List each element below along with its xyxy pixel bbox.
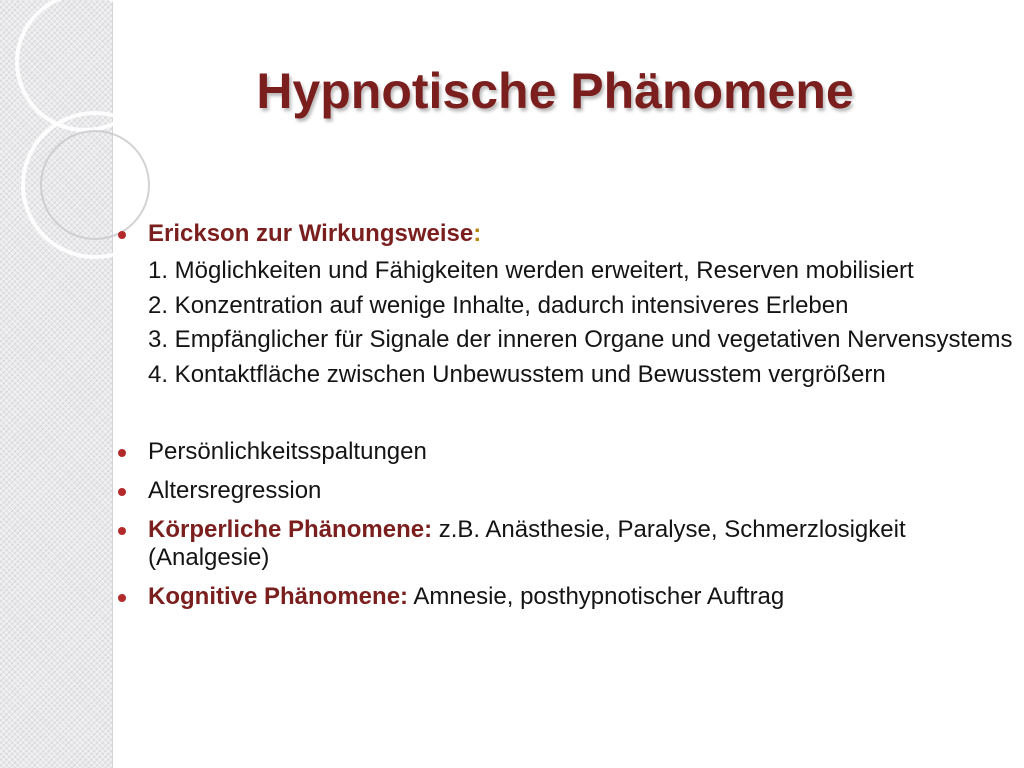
erickson-item-1: 1. Möglichkeiten und Fähigkeiten werden erweitert, Reserven mobilisiert (148, 257, 914, 284)
bullet-koerperliche-phaenomene (116, 516, 1022, 572)
erickson-colon: : (473, 220, 482, 247)
bullet-text: Altersregression (148, 477, 322, 504)
bullet-erickson (116, 220, 1022, 248)
erickson-heading: Erickson zur Wirkungsweise (148, 220, 474, 247)
bullet-label: Kognitive Phänomene: (148, 583, 409, 610)
bullet-dot-icon (118, 527, 126, 535)
erickson-item-4: 4. Kontaktfläche zwischen Unbewusstem und Bewusstem vergrößern (148, 361, 886, 388)
bullet-text: z.B. Anästhesie, Paralyse, Schmerzlosigkeit (Analgesie) (148, 516, 906, 571)
erickson-item-2: 2. Konzentration auf wenige Inhalte, dadurch intensiveres Erleben (148, 292, 849, 319)
bullet-text: Amnesie, posthypnotischer Auftrag (408, 583, 785, 610)
bullet-dot-icon (118, 231, 126, 239)
bullet-label: Körperliche Phänomene: (148, 516, 433, 543)
bullet-dot-icon (118, 449, 126, 457)
bullet-dot-icon (118, 594, 126, 602)
bullet-dot-icon (118, 488, 126, 496)
slide-content (116, 220, 1022, 611)
erickson-item-3: 3. Empfänglicher für Signale der inneren Organe und vegetativen Nervensystems (148, 326, 1013, 353)
bullet-text: Persönlichkeitsspaltungen (148, 438, 427, 465)
slide-title: Hypnotische Phänomene (256, 63, 854, 119)
bullet-kognitive-phaenomene (116, 583, 1022, 611)
bullet-persoenlichkeitsspaltungen (116, 438, 1022, 466)
bullet-altersregression (116, 477, 1022, 505)
